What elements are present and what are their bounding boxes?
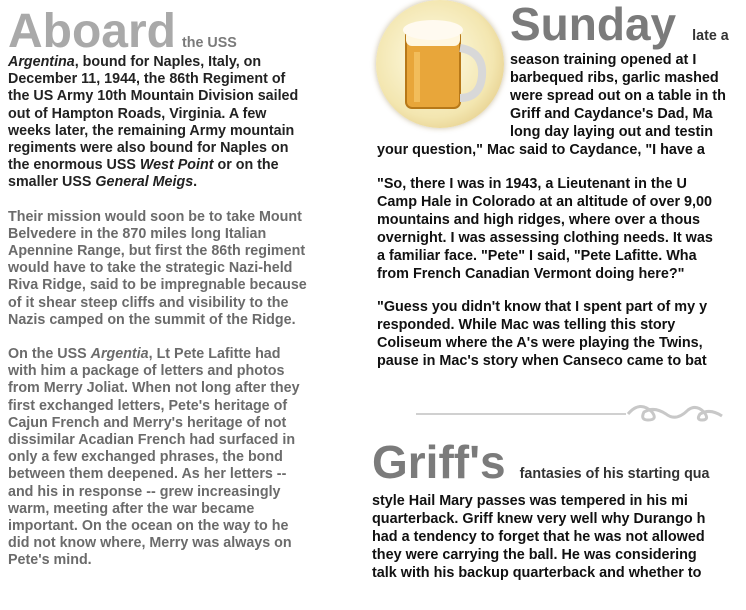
drop-cap-aboard: Aboard: [8, 5, 176, 58]
paragraph-2: Their mission would soon be to take Mount Belvedere in the 870 miles long Italian Apennine Range, but first the 86th regiment would have to take the strategic Nazi-held Riva Ridge, said to be impregnable because of it shear steep cliffs and visibility to the Nazis camped on the summit of the Ridge.: [8, 208, 307, 328]
paragraph-1-text-2: or on the smaller USS: [8, 157, 279, 191]
text-line: from French Canadian Vermont doing here?": [377, 266, 685, 282]
block-1: [510, 51, 726, 141]
ornament-divider: [416, 402, 746, 422]
text-line: Griff and Caydance's Dad, Ma: [510, 106, 713, 122]
ship-west-point: West Point: [139, 157, 214, 174]
beer-mug-icon: [376, 0, 504, 128]
text-line: Coliseum where the A's were playing the Twins,: [377, 335, 703, 351]
text-line: a familiar face. "Pete" I said, "Pete Lafitte. Wha: [377, 248, 697, 264]
paragraph-3-start: On the USS: [8, 346, 91, 363]
sunday-after: late a: [692, 28, 729, 44]
text-line: "Guess you didn't know that I spent part of my y: [377, 299, 708, 315]
block-4: [372, 492, 705, 582]
text-line: season training opened at I: [510, 52, 697, 68]
block-2: [377, 175, 713, 283]
paragraph-1-end: .: [193, 174, 198, 191]
griff-heading-line: [372, 436, 710, 488]
text-line: mountains and high ridges, where over a thous: [377, 212, 701, 228]
paragraph-1-text: , bound for Naples, Italy, on December 11, 1944, the 86th Regiment of the US Army 10th Mountain Division sailed out of Hampton Roads, Virginia. A few weeks later, the remaining Army mountain regiments were also bound for Naples on the enormous USS: [8, 54, 299, 174]
text-line: talk with his backup quarterback and whether to: [372, 565, 702, 581]
text-line: overnight. I was assessing clothing needs. It was: [377, 230, 713, 246]
ship-name: Argentina: [8, 54, 75, 70]
paragraph-3: [8, 346, 308, 570]
text-line: barbequed ribs, garlic mashed: [510, 70, 719, 86]
text-line: Camp Hale in Colorado at an altitude of over 9,00: [377, 194, 713, 210]
lead-words: the USS: [182, 35, 237, 51]
text-line: long day laying out and testin: [510, 124, 714, 140]
block-3: [377, 298, 707, 370]
text-line: had a tendency to forget that he was not allowed: [372, 529, 705, 545]
griff-after: fantasies of his starting qua: [519, 466, 710, 482]
ship-general-meigs: General Meigs: [95, 174, 194, 191]
sunday-heading-line: [510, 0, 729, 50]
drop-cap-sunday: Sunday: [510, 0, 677, 50]
text-line: style Hail Mary passes was tempered in his mi: [372, 493, 688, 509]
left-column: [8, 5, 308, 587]
text-line: they were carrying the ball. He was considering: [372, 547, 697, 563]
text-line: responded. While Mac was telling this story: [377, 317, 676, 333]
text-line: your question," Mac said to Caydance, "I have a: [377, 142, 705, 158]
paragraph-1: [8, 5, 308, 192]
ship-argentia: Argentia: [90, 346, 149, 363]
paragraph-3-text: , Lt Pete Lafitte had with him a package of letters and photos from Merry Joliat. When not long after they first exchanged letters, Pete's heritage of Cajun French and Merry's heritage of not dissimilar Acadian French had surfaced in only a few exchanged phrases, the bond between them deepened. As her letters -- and his in response -- grew increasingly warm, meeting after the war became important. On the ocean on the way to he did not know where, Merry was always on Pete's mind.: [8, 346, 300, 569]
text-line: pause in Mac's story when Canseco came to bat: [377, 353, 707, 369]
text-line: quarterback. Griff knew very well why Durango h: [372, 511, 706, 527]
text-line: were spread out on a table in th: [510, 88, 726, 104]
drop-cap-griff: Griff's: [372, 436, 506, 488]
text-line: "So, there I was in 1943, a Lieutenant in the U: [377, 176, 687, 192]
